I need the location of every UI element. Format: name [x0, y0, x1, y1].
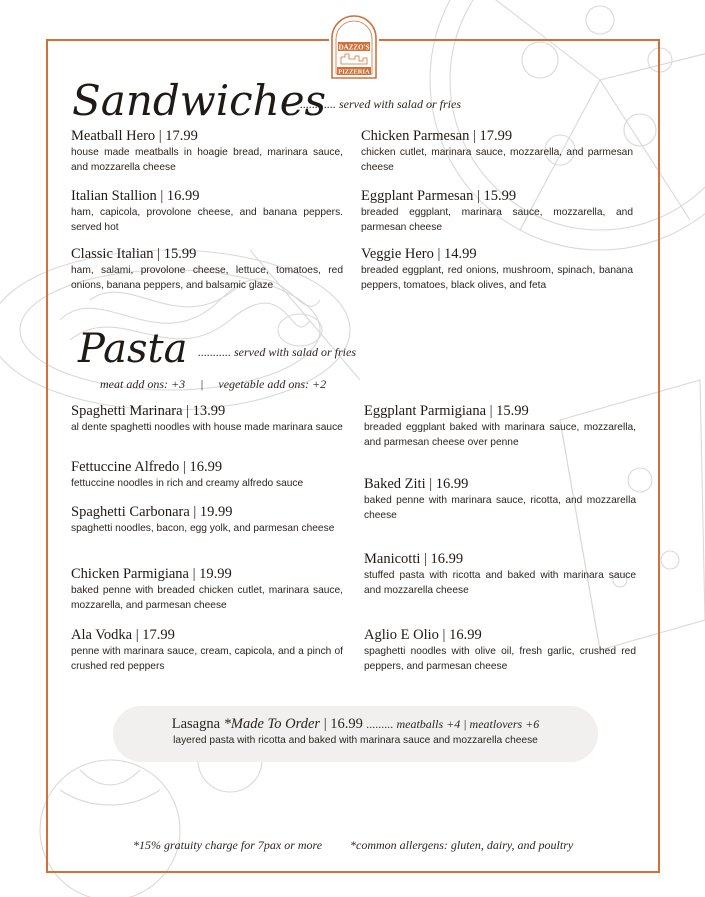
sandwiches-title: Sandwiches	[72, 76, 327, 125]
menu-item	[71, 188, 343, 235]
menu-item	[71, 627, 343, 674]
item-title: Veggie Hero | 14.99	[361, 246, 477, 262]
item-description: ham, capicola, provolone cheese, and banana peppers. served hot	[71, 207, 343, 233]
lasagna-price: | 16.99	[323, 716, 363, 732]
item-description: ham, salami, provolone cheese, lettuce, tomatoes, red onions, banana peppers, and balsamic glaze	[71, 265, 343, 291]
menu-item	[364, 627, 636, 674]
item-title: Eggplant Parmigiana | 15.99	[364, 403, 529, 419]
menu-item	[71, 246, 343, 293]
made-to-order-label: *Made To Order	[223, 716, 321, 732]
pizzeria-logo	[329, 12, 379, 80]
lasagna-description: layered pasta with ricotta and baked with marinara sauce and mozzarella cheese	[173, 735, 538, 746]
item-description: breaded eggplant, red onions, mushroom, spinach, banana peppers, tomatoes, black olives, and feta	[361, 265, 633, 291]
item-description: spaghetti noodles with olive oil, fresh garlic, crushed red peppers, and parmesan cheese	[364, 646, 636, 672]
sandwiches-note: ............ served with salad or fries	[300, 97, 461, 111]
menu-item	[71, 459, 343, 491]
item-title: Spaghetti Marinara | 13.99	[71, 403, 226, 419]
lasagna-feature	[113, 706, 598, 762]
item-title: Italian Stallion | 16.99	[71, 188, 200, 204]
item-description: fettuccine noodles in rich and creamy alfredo sauce	[71, 478, 304, 489]
item-title: Fettuccine Alfredo | 16.99	[71, 459, 223, 475]
menu-item	[71, 128, 343, 175]
menu-item	[361, 128, 633, 175]
item-title: Chicken Parmigiana | 19.99	[71, 566, 232, 582]
menu-item	[364, 551, 636, 598]
item-description: penne with marinara sauce, cream, capicola, and a pinch of crushed red peppers	[71, 646, 343, 672]
item-description: baked penne with breaded chicken cutlet, marinara sauce, mozzarella, and parmesan cheese	[71, 585, 343, 611]
menu-item	[361, 188, 633, 235]
allergens-note: *common allergens: gluten, dairy, and poultry	[350, 838, 574, 852]
menu-item	[71, 566, 343, 613]
item-description: chicken cutlet, marinara sauce, mozzarella, and parmesan cheese	[361, 147, 633, 173]
meat-addons: meat add ons: +3	[100, 377, 186, 391]
item-description: al dente spaghetti noodles with house made marinara sauce	[71, 422, 343, 433]
menu-item	[364, 476, 636, 523]
menu-item	[364, 403, 636, 450]
item-title: Classic Italian | 15.99	[71, 246, 197, 262]
item-description: spaghetti noodles, bacon, egg yolk, and parmesan cheese	[71, 523, 335, 534]
lasagna-addons: ......... meatballs +4 | meatlovers +6	[366, 717, 540, 731]
svg-text:PIZZERIA: PIZZERIA	[338, 68, 370, 76]
menu-item	[71, 403, 343, 435]
lasagna-title	[113, 715, 598, 733]
item-title: Chicken Parmesan | 17.99	[361, 128, 513, 144]
item-title: Manicotti | 16.99	[364, 551, 464, 567]
item-description: house made meatballs in hoagie bread, marinara sauce, and mozzarella cheese	[71, 147, 343, 173]
addons-separator: |	[200, 377, 204, 391]
item-title: Eggplant Parmesan | 15.99	[361, 188, 517, 204]
menu-item	[71, 504, 343, 536]
item-title: Spaghetti Carbonara | 19.99	[71, 504, 233, 520]
item-title: Ala Vodka | 17.99	[71, 627, 175, 643]
item-description: breaded eggplant, marinara sauce, mozzarella, and parmesan cheese	[361, 207, 633, 233]
item-title: Aglio E Olio | 16.99	[364, 627, 482, 643]
item-title: Meatball Hero | 17.99	[71, 128, 198, 144]
item-description: baked penne with marinara sauce, ricotta, and mozzarella cheese	[364, 495, 636, 521]
item-description: stuffed pasta with ricotta and baked with marinara sauce and mozzarella cheese	[364, 570, 636, 596]
pasta-note: ........... served with salad or fries	[198, 345, 356, 359]
lasagna-name: Lasagna	[171, 716, 221, 732]
gratuity-note: *15% gratuity charge for 7pax or more	[133, 838, 323, 852]
svg-text:DAZZO'S: DAZZO'S	[338, 43, 370, 52]
vegetable-addons: vegetable add ons: +2	[218, 377, 327, 391]
pasta-title: Pasta	[78, 326, 188, 372]
item-title: Baked Ziti | 16.99	[364, 476, 469, 492]
pasta-addons	[100, 377, 338, 392]
menu-item	[361, 246, 633, 293]
item-description: breaded eggplant baked with marinara sauce, mozzarella, and parmesan cheese over penne	[364, 422, 636, 448]
